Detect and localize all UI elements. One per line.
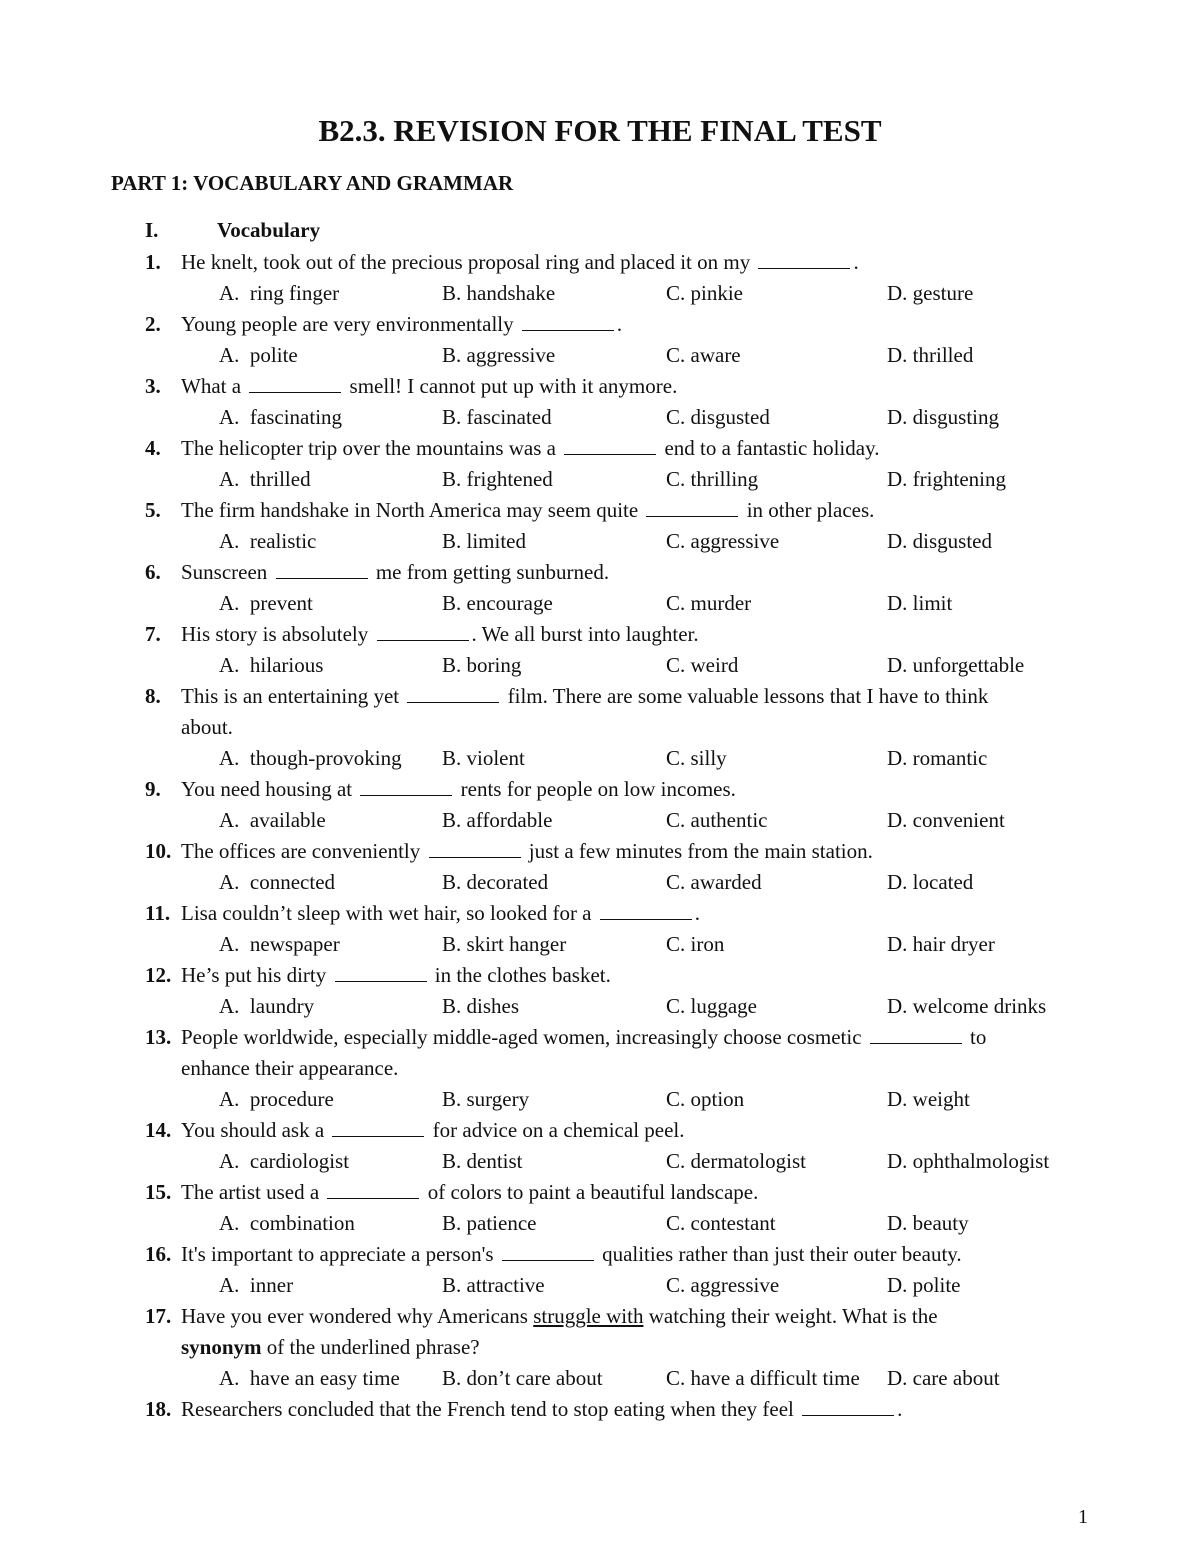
- options-row: [145, 743, 1105, 774]
- question-text-segment: The helicopter trip over the mountains was a: [181, 436, 562, 460]
- option-a: A. though-provoking: [219, 746, 402, 770]
- option-b: B. aggressive: [442, 343, 556, 367]
- option-d: D. ophthalmologist: [887, 1149, 1050, 1173]
- question-line: [145, 1022, 1105, 1053]
- question-number: 12.: [145, 963, 172, 987]
- option-d: D. frightening: [887, 467, 1006, 491]
- question-number: 7.: [145, 622, 161, 646]
- option-c: C. aware: [666, 343, 741, 367]
- option-a: A. connected: [219, 870, 336, 894]
- question-text-segment: Sunscreen: [181, 560, 273, 584]
- question-item: [145, 1177, 1105, 1239]
- question-text-segment: The artist used a: [181, 1180, 325, 1204]
- question-number: 15.: [145, 1180, 172, 1204]
- option-c: C. pinkie: [666, 281, 743, 305]
- question-item: [145, 1022, 1105, 1115]
- question-number: 5.: [145, 498, 161, 522]
- question-number: 2.: [145, 312, 161, 336]
- section-title: Vocabulary: [217, 218, 321, 242]
- question-number: 3.: [145, 374, 161, 398]
- question-text-segment: .: [897, 1397, 903, 1421]
- question-text: [181, 495, 874, 526]
- options-row: [145, 929, 1105, 960]
- question-number: 17.: [145, 1304, 172, 1328]
- question-text-segment: .: [694, 901, 701, 925]
- options-row: [145, 1270, 1105, 1301]
- question-text-segment: of the underlined phrase?: [261, 1335, 480, 1359]
- question-text-segment: The firm handshake in North America may seem quite: [181, 498, 644, 522]
- option-b: B. frightened: [442, 467, 553, 491]
- option-c: C. authentic: [666, 808, 768, 832]
- question-text-segment: in the clothes basket.: [429, 963, 611, 987]
- question-text-segment: me from getting sunburned.: [370, 560, 610, 584]
- question-line: [145, 898, 1105, 929]
- option-b: B. fascinated: [442, 405, 552, 429]
- question-text-segment: qualities rather than just their outer beauty.: [596, 1242, 962, 1266]
- question-text: [181, 1022, 986, 1053]
- answer-blank: [407, 685, 499, 703]
- question-item: [145, 557, 1105, 619]
- question-line: [145, 1301, 1105, 1332]
- option-d: D. weight: [887, 1087, 970, 1111]
- options-row: [145, 867, 1105, 898]
- options-row: [145, 1084, 1105, 1115]
- question-item: [145, 371, 1105, 433]
- question-line: [145, 960, 1105, 991]
- answer-blank: [758, 251, 850, 269]
- answer-blank: [502, 1243, 594, 1261]
- option-d: D. convenient: [887, 808, 1005, 832]
- bold-term: synonym: [181, 1335, 262, 1359]
- question-number: 6.: [145, 560, 161, 584]
- answer-blank: [332, 1119, 424, 1137]
- question-text-segment: The offices are conveniently: [181, 839, 426, 863]
- question-line: [145, 495, 1105, 526]
- question-item: [145, 836, 1105, 898]
- question-text-segment: . We all burst into laughter.: [471, 622, 699, 646]
- question-text-segment: about.: [181, 715, 233, 739]
- option-a: A. inner: [219, 1273, 294, 1297]
- option-d: D. gesture: [887, 281, 974, 305]
- question-line: [145, 1332, 1105, 1363]
- question-line: [145, 1177, 1105, 1208]
- question-text-segment: Researchers concluded that the French tend to stop eating when they feel: [181, 1397, 800, 1421]
- question-item: [145, 960, 1105, 1022]
- option-b: B. patience: [442, 1211, 537, 1235]
- question-text: [181, 960, 611, 991]
- option-a: A. have an easy time: [219, 1366, 400, 1390]
- option-d: D. thrilled: [887, 343, 974, 367]
- option-a: A. combination: [219, 1211, 355, 1235]
- question-text: [181, 836, 873, 867]
- answer-blank: [600, 902, 692, 920]
- option-c: C. iron: [666, 932, 725, 956]
- question-line: [145, 1394, 1105, 1425]
- option-b: B. dishes: [442, 994, 520, 1018]
- option-a: A. prevent: [219, 591, 313, 615]
- option-c: C. murder: [666, 591, 752, 615]
- question-line: [145, 681, 1105, 712]
- question-line: [145, 557, 1105, 588]
- option-b: B. limited: [442, 529, 526, 553]
- question-text-segment: of colors to paint a beautiful landscape.: [422, 1180, 759, 1204]
- question-line: [145, 247, 1105, 278]
- answer-blank: [249, 375, 341, 393]
- question-item: [145, 1239, 1105, 1301]
- question-text: [181, 712, 233, 743]
- option-d: D. romantic: [887, 746, 988, 770]
- option-b: B. handshake: [442, 281, 556, 305]
- question-text: [181, 371, 677, 402]
- question-item: [145, 495, 1105, 557]
- option-a: A. laundry: [219, 994, 315, 1018]
- option-a: A. procedure: [219, 1087, 334, 1111]
- question-line: [145, 371, 1105, 402]
- question-list: [145, 247, 1105, 1425]
- question-line: [145, 774, 1105, 805]
- question-text-segment: Have you ever wondered why Americans: [181, 1304, 534, 1328]
- option-d: D. unforgettable: [887, 653, 1025, 677]
- question-text-segment: in other places.: [741, 498, 875, 522]
- question-number: 8.: [145, 684, 161, 708]
- question-item: [145, 1115, 1105, 1177]
- question-line: [145, 619, 1105, 650]
- options-row: [145, 588, 1105, 619]
- option-c: C. awarded: [666, 870, 762, 894]
- question-text: [181, 898, 700, 929]
- question-text-segment: His story is absolutely: [181, 622, 374, 646]
- question-text: [181, 1115, 685, 1146]
- option-c: C. contestant: [666, 1211, 776, 1235]
- answer-blank: [564, 437, 656, 455]
- answer-blank: [327, 1181, 419, 1199]
- question-text: [181, 557, 609, 588]
- option-c: C. dermatologist: [666, 1149, 806, 1173]
- question-text-segment: rents for people on low incomes.: [455, 777, 736, 801]
- option-c: C. thrilling: [666, 467, 759, 491]
- option-a: A. fascinating: [219, 405, 343, 429]
- question-text-segment: You need housing at: [181, 777, 358, 801]
- question-item: [145, 619, 1105, 681]
- question-item: [145, 681, 1105, 774]
- option-b: B. skirt hanger: [442, 932, 567, 956]
- question-text-segment: film. There are some valuable lessons that I have to think: [502, 684, 989, 708]
- question-text-segment: He knelt, took out of the precious proposal ring and placed it on my: [181, 250, 756, 274]
- option-c: C. luggage: [666, 994, 757, 1018]
- question-text-segment: It's important to appreciate a person's: [181, 1242, 499, 1266]
- question-text: [181, 247, 859, 278]
- option-d: D. polite: [887, 1273, 961, 1297]
- question-number: 16.: [145, 1242, 172, 1266]
- options-row: [145, 278, 1105, 309]
- option-b: B. affordable: [442, 808, 553, 832]
- option-b: B. surgery: [442, 1087, 530, 1111]
- option-a: A. hilarious: [219, 653, 324, 677]
- question-number: 14.: [145, 1118, 172, 1142]
- question-text: [181, 1332, 480, 1363]
- question-number: 10.: [145, 839, 172, 863]
- question-text: [181, 681, 988, 712]
- options-row: [145, 1363, 1105, 1394]
- options-row: [145, 1208, 1105, 1239]
- question-text: [181, 433, 879, 464]
- question-text-segment: What a: [181, 374, 247, 398]
- question-text: [181, 1053, 398, 1084]
- option-c: C. disgusted: [666, 405, 770, 429]
- option-a: A. thrilled: [219, 467, 311, 491]
- question-text-segment: to: [964, 1025, 987, 1049]
- option-b: B. attractive: [442, 1273, 545, 1297]
- option-b: B. decorated: [442, 870, 549, 894]
- question-item: [145, 774, 1105, 836]
- option-c: C. weird: [666, 653, 739, 677]
- question-item: [145, 247, 1105, 309]
- section-heading: [145, 216, 320, 244]
- question-text-segment: enhance their appearance.: [181, 1056, 399, 1080]
- option-a: A. realistic: [219, 529, 317, 553]
- question-text-segment: watching their weight. What is the: [643, 1304, 938, 1328]
- question-item: [145, 1301, 1105, 1394]
- answer-blank: [360, 778, 452, 796]
- question-text-segment: Young people are very environmentally: [181, 312, 519, 336]
- question-item: [145, 1394, 1105, 1425]
- question-text: [181, 309, 622, 340]
- options-row: [145, 526, 1105, 557]
- part-heading: PART 1: VOCABULARY AND GRAMMAR: [111, 171, 514, 195]
- question-line: [145, 433, 1105, 464]
- option-d: D. disgusted: [887, 529, 992, 553]
- option-a: A. newspaper: [219, 932, 340, 956]
- question-number: 1.: [145, 250, 161, 274]
- question-text-segment: for advice on a chemical peel.: [427, 1118, 685, 1142]
- question-item: [145, 898, 1105, 960]
- question-text: [181, 1239, 962, 1270]
- option-b: B. dentist: [442, 1149, 523, 1173]
- underlined-phrase: struggle with: [533, 1304, 644, 1328]
- options-row: [145, 650, 1105, 681]
- question-item: [145, 433, 1105, 495]
- options-row: [145, 402, 1105, 433]
- option-b: B. encourage: [442, 591, 553, 615]
- option-d: D. located: [887, 870, 974, 894]
- answer-blank: [522, 313, 614, 331]
- option-c: C. silly: [666, 746, 727, 770]
- option-d: D. welcome drinks: [887, 994, 1047, 1018]
- answer-blank: [870, 1026, 962, 1044]
- question-text-segment: just a few minutes from the main station.: [523, 839, 873, 863]
- option-c: C. option: [666, 1087, 745, 1111]
- answer-blank: [802, 1398, 894, 1416]
- question-item: [145, 309, 1105, 371]
- answer-blank: [335, 964, 427, 982]
- option-b: B. boring: [442, 653, 522, 677]
- question-text-segment: end to a fantastic holiday.: [659, 436, 880, 460]
- question-number: 13.: [145, 1025, 172, 1049]
- question-number: 9.: [145, 777, 161, 801]
- question-line: [145, 1053, 1105, 1084]
- option-d: D. hair dryer: [887, 932, 995, 956]
- option-a: A. ring finger: [219, 281, 340, 305]
- question-text: [181, 619, 699, 650]
- question-text: [181, 774, 736, 805]
- question-number: 4.: [145, 436, 161, 460]
- options-row: [145, 805, 1105, 836]
- question-number: 18.: [145, 1397, 172, 1421]
- answer-blank: [646, 499, 738, 517]
- option-d: D. limit: [887, 591, 953, 615]
- question-text: [181, 1301, 938, 1332]
- option-a: A. polite: [219, 343, 298, 367]
- option-a: A. cardiologist: [219, 1149, 350, 1173]
- question-text-segment: This is an entertaining yet: [181, 684, 405, 708]
- question-number: 11.: [145, 901, 171, 925]
- option-c: C. aggressive: [666, 1273, 780, 1297]
- options-row: [145, 991, 1105, 1022]
- question-text-segment: .: [616, 312, 623, 336]
- question-text: [181, 1394, 902, 1425]
- option-d: D. beauty: [887, 1211, 969, 1235]
- question-text-segment: .: [853, 250, 859, 274]
- question-line: [145, 309, 1105, 340]
- question-text-segment: He’s put his dirty: [181, 963, 332, 987]
- question-line: [145, 712, 1105, 743]
- question-text-segment: People worldwide, especially middle-aged women, increasingly choose cosmetic: [181, 1025, 867, 1049]
- options-row: [145, 464, 1105, 495]
- option-c: C. aggressive: [666, 529, 780, 553]
- page-title: B2.3. REVISION FOR THE FINAL TEST: [318, 113, 882, 148]
- option-c: C. have a difficult time: [666, 1366, 860, 1390]
- section-number: I.: [145, 218, 159, 242]
- question-line: [145, 836, 1105, 867]
- question-text-segment: smell! I cannot put up with it anymore.: [344, 374, 678, 398]
- question-line: [145, 1115, 1105, 1146]
- option-d: D. care about: [887, 1366, 1000, 1390]
- options-row: [145, 340, 1105, 371]
- option-b: B. don’t care about: [442, 1366, 603, 1390]
- page-number: 1: [1078, 1506, 1088, 1528]
- option-a: A. available: [219, 808, 326, 832]
- question-line: [145, 1239, 1105, 1270]
- answer-blank: [276, 561, 368, 579]
- question-text-segment: Lisa couldn’t sleep with wet hair, so looked for a: [181, 901, 597, 925]
- question-text-segment: You should ask a: [181, 1118, 330, 1142]
- options-row: [145, 1146, 1105, 1177]
- answer-blank: [429, 840, 521, 858]
- answer-blank: [377, 623, 469, 641]
- option-b: B. violent: [442, 746, 525, 770]
- option-d: D. disgusting: [887, 405, 1000, 429]
- question-text: [181, 1177, 758, 1208]
